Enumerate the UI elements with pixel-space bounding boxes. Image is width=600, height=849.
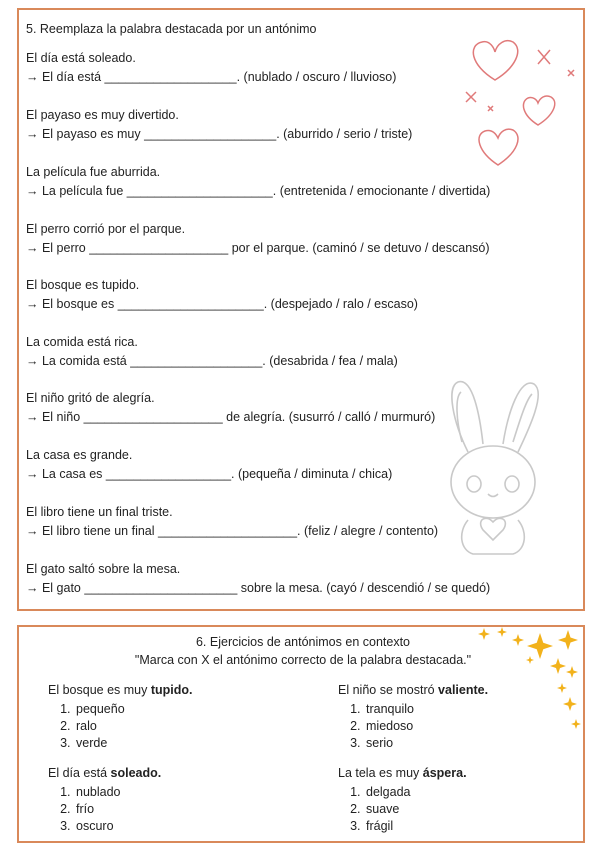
star-icon (478, 628, 490, 640)
star-icon (512, 634, 524, 646)
exercise-sentence: El bosque es tupido. (26, 278, 140, 292)
star-icon (550, 658, 566, 674)
heart-icon (479, 129, 518, 165)
exercise-sentence: El payaso es muy divertido. (26, 108, 179, 122)
option-item[interactable]: 1. delgada (364, 784, 467, 801)
exercise-sentence: La comida está rica. (26, 335, 138, 349)
exercise-item (26, 106, 412, 144)
star-icon (497, 627, 507, 637)
question-block (48, 765, 161, 835)
exercise-item (26, 389, 435, 427)
options-list (338, 784, 467, 835)
question-block (48, 682, 193, 752)
cross-icon (466, 92, 476, 102)
exercise-sentence: El gato saltó sobre la mesa. (26, 562, 181, 576)
option-item[interactable]: 2. suave (364, 801, 467, 818)
question-text: El día está soleado. (48, 766, 162, 780)
bunny-icon (428, 372, 558, 562)
option-item[interactable]: 3. verde (74, 735, 193, 752)
options-list (48, 784, 161, 835)
exercise-answer: → La comida está ___________________. (desabrida / fea / mala) (26, 354, 398, 368)
section-6-instruction: "Marca con X el antónimo correcto de la palabra destacada." (134, 653, 472, 667)
highlighted-word: soleado. (110, 766, 162, 780)
exercise-item (26, 49, 396, 87)
star-icon (571, 719, 581, 729)
option-item[interactable]: 1. pequeño (74, 701, 193, 718)
cross-icon (538, 50, 550, 64)
option-item[interactable]: 1. nublado (74, 784, 161, 801)
exercise-item (26, 163, 490, 201)
exercise-sentence: La casa es grande. (26, 448, 133, 462)
exercise-answer: → El perro ____________________ por el parque. (caminó / se detuvo / descansó) (26, 241, 490, 255)
star-icon (566, 666, 578, 678)
section-5-title: 5. Reemplaza la palabra destacada por un antónimo (26, 22, 317, 36)
exercise-sentence: El perro corrió por el parque. (26, 222, 186, 236)
option-item[interactable]: 3. frágil (364, 818, 467, 835)
exercise-answer: → El libro tiene un final ____________________. (feliz / alegre / contento) (26, 524, 439, 538)
star-icon (563, 697, 577, 711)
cross-icon (568, 70, 574, 76)
exercise-answer: → El niño ____________________ de alegría. (susurró / calló / murmuró) (26, 410, 436, 424)
exercise-answer: → El gato ______________________ sobre la mesa. (cayó / descendió / se quedó) (26, 581, 491, 595)
options-list (48, 701, 193, 752)
heart-icon (473, 41, 517, 80)
question-text: El bosque es muy tupido. (48, 683, 193, 697)
exercise-answer: → El bosque es _____________________. (despejado / ralo / escaso) (26, 297, 418, 311)
exercise-item (26, 220, 490, 258)
option-item[interactable]: 3. serio (364, 735, 488, 752)
exercise-item (26, 276, 418, 314)
question-text: La tela es muy áspera. (338, 766, 467, 780)
option-item[interactable]: 3. oscuro (74, 818, 161, 835)
exercise-item (26, 333, 398, 371)
exercise-answer: → El payaso es muy ___________________. (aburrido / serio / triste) (26, 127, 413, 141)
star-icon (557, 683, 567, 693)
question-text: El niño se mostró valiente. (338, 683, 489, 697)
option-item[interactable]: 2. frío (74, 801, 161, 818)
cross-icon (488, 106, 493, 111)
hearts-decoration (460, 30, 580, 170)
star-icon (558, 630, 578, 650)
highlighted-word: áspera. (422, 766, 467, 780)
highlighted-word: tupido. (150, 683, 193, 697)
option-item[interactable]: 2. ralo (74, 718, 193, 735)
question-block (338, 765, 467, 835)
exercise-sentence: El libro tiene un final triste. (26, 505, 173, 519)
star-icon (527, 633, 553, 659)
section-6-title: 6. Ejercicios de antónimos en contexto (195, 635, 410, 649)
heart-icon (523, 96, 554, 125)
exercise-sentence: El niño gritó de alegría. (26, 391, 155, 405)
exercise-item (26, 503, 438, 541)
exercise-sentence: El día está soleado. (26, 51, 136, 65)
highlighted-word: valiente. (438, 683, 489, 697)
exercise-item (26, 446, 392, 484)
star-icon (526, 656, 534, 664)
exercise-answer: → El día está ___________________. (nublado / oscuro / lluvioso) (26, 70, 397, 84)
exercise-item (26, 560, 490, 598)
exercise-answer: → La película fue _____________________. (entretenida / emocionante / divertida) (26, 184, 491, 198)
option-item[interactable]: 1. tranquilo (364, 701, 488, 718)
option-item[interactable]: 2. miedoso (364, 718, 488, 735)
exercise-answer: → La casa es __________________. (pequeña / diminuta / chica) (26, 467, 393, 481)
exercise-sentence: La película fue aburrida. (26, 165, 161, 179)
stars-decoration (460, 624, 585, 734)
